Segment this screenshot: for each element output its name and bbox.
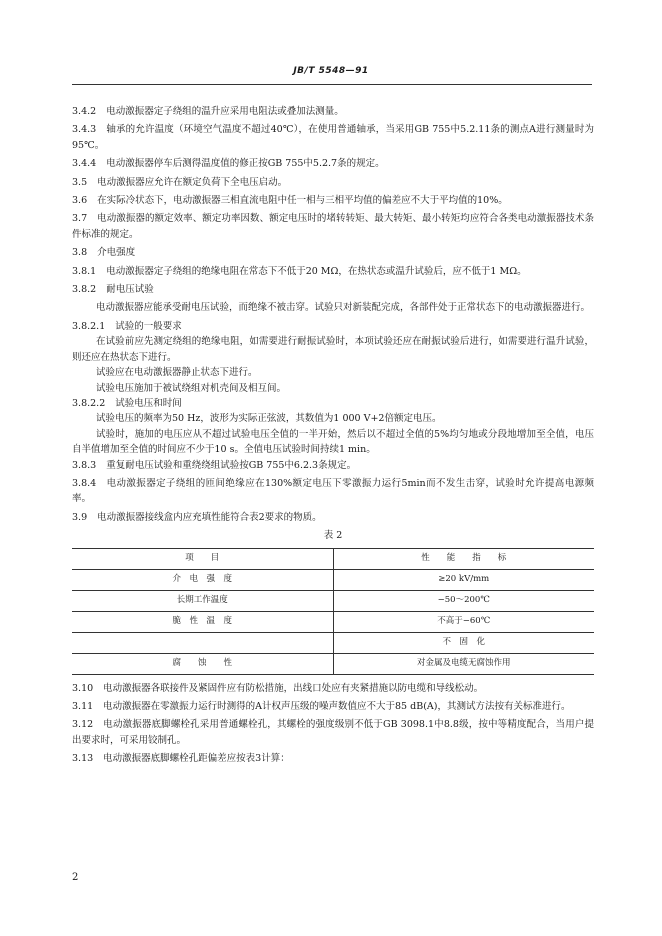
clause (72, 681, 594, 696)
header-rule (72, 84, 592, 85)
clause-3822-title (72, 396, 594, 411)
properties-table (72, 548, 594, 675)
document-header: JB/T 5548—91 (293, 66, 369, 76)
table-header-row (72, 548, 594, 569)
page-number: 2 (72, 872, 79, 883)
table-row (72, 611, 594, 632)
clause-number: 3.8.1 (72, 265, 97, 277)
table-row (72, 632, 594, 653)
clause-number: 3.8.2.1 (72, 320, 106, 332)
clause-3821-body (72, 334, 594, 396)
clause-text: 电动激振器定子绕组的温升应采用电阻法或叠加法测量。 (106, 106, 344, 117)
clause (72, 193, 594, 208)
clause-number: 3.4.3 (72, 124, 97, 136)
table-cell: 不高于−60℃ (333, 611, 594, 632)
table-cell: 对金属及电缆无腐蚀作用 (333, 653, 594, 674)
clause-number: 3.12 (72, 719, 94, 731)
clause-text: 电动激振器接线盒内应充填性能符合表2要求的物质。 (97, 511, 322, 523)
clause-text: 电动激振器定子绕组的匝间绝缘应在130%额定电压下零激振力运行5min而不发生击穿，试验时允许提高电源频率。 (72, 477, 594, 505)
clause-text: 电动激振器定子绕组的绝缘电阻在常态下不低于20 MΩ，在热状态或温升试验后，应不低于1 MΩ。 (106, 265, 527, 277)
clause-text: 轴承的允许温度（环境空气温度不超过40℃），在使用普通轴承，当采用GB 755中5.2.11条的测点A进行测量时为95℃。 (72, 124, 594, 151)
clause-number: 3.9 (72, 511, 88, 523)
clause-paragraph: 试验电压施加于被试绕组对机壳间及相互间。 (96, 382, 287, 394)
section-mid (72, 458, 594, 526)
clause-number: 3.11 (72, 700, 94, 712)
clause-number: 3.4.4 (72, 158, 97, 170)
clause-text: 重复耐电压试验和重绕绕组试验按GB 755中6.2.3条规定。 (106, 459, 357, 471)
clause-number: 3.8.2 (72, 284, 97, 296)
table-cell: −50～200℃ (333, 590, 594, 611)
clause-text: 介电强度 (97, 247, 136, 259)
table-cell: 不 固 化 (333, 632, 594, 653)
clause-text: 试验电压和时间 (115, 397, 182, 409)
table-row (72, 569, 594, 590)
clause (72, 510, 594, 525)
table-cell (72, 632, 333, 653)
clause (72, 104, 594, 119)
clause-number: 3.5 (72, 176, 88, 188)
clause-number: 3.6 (72, 195, 88, 207)
table-body (72, 569, 594, 674)
clause-number: 3.8.4 (72, 477, 97, 489)
clause-number: 3.8.2.2 (72, 397, 106, 409)
clause (72, 156, 594, 171)
clause-text: 在实际冷状态下，电动激振器三相直流电阻中任一相与三相平均值的偏差应不大于平均值的10%。 (97, 195, 508, 207)
clause-3822-body (72, 411, 594, 457)
clause-text: 电动激振器各联接件及紧固件应有防松措施，出线口处应有夹紧措施以防电缆和导线松动。 (103, 682, 484, 694)
section-bottom (72, 681, 594, 767)
clause-text: 电动激振器底脚螺栓孔采用普通螺栓孔，其螺栓的强度级别不低于GB 3098.1中8.8级，按中等精度配合，当用户提出要求时，可采用铰制孔。 (72, 719, 594, 746)
clause-text: 电动激振器的额定效率、额定功率因数、额定电压时的堵转转矩、最大转矩、最小转矩均应符合各类电动激振器技术条件标准的规定。 (72, 213, 594, 240)
clause (72, 751, 594, 766)
clause-number: 3.13 (72, 753, 94, 765)
clause-paragraph: 试验电压的频率为50 Hz，波形为实际正弦波，其数值为1 000 V+2倍额定电压。 (96, 413, 442, 425)
section-top (72, 104, 594, 297)
clause (72, 699, 594, 714)
clause-paragraph: 试验时，施加的电压应从不超过试验电压全值的一半开始，然后以不超过全值的5%均匀地或分段地增加至全值，电压自半值增加至全值的时间应不少于10 s。全值电压试验时间持续1 min。 (72, 428, 594, 456)
clause (72, 717, 594, 748)
clause (72, 282, 594, 297)
clause (72, 175, 594, 190)
clause-text: 电动激振器应允许在额定负荷下全电压启动。 (97, 176, 288, 188)
clause (72, 122, 594, 153)
clause-382-body: 电动激振器应能承受耐电压试验，而绝缘不被击穿。试验只对新装配完成，各部件处于正常状态下的电动激振器进行。 (96, 302, 591, 314)
clause (72, 264, 594, 279)
table-header-cell: 性 能 指 标 (333, 548, 594, 569)
clause-text: 电动激振器停车后测得温度值的修正按GB 755中5.2.7条的规定。 (106, 158, 385, 170)
table-cell: 脆 性 温 度 (72, 611, 333, 632)
document-body (72, 104, 594, 770)
clause (72, 211, 594, 242)
clause-text: 耐电压试验 (106, 284, 154, 296)
clause-number: 3.10 (72, 682, 94, 694)
clause (72, 476, 594, 507)
table-cell: 长期工作温度 (72, 590, 333, 611)
clause-paragraph: 试验应在电动激振器静止状态下进行。 (96, 367, 258, 379)
table-caption: 表 2 (323, 530, 343, 542)
clause-text: 电动激振器底脚螺栓孔距偏差应按表3计算： (103, 753, 290, 765)
clause-text: 电动激振器在零激振力运行时测得的A计权声压级的噪声数值应不大于85 dB(A)，其测试方法按有关标准进行。 (103, 700, 571, 712)
table-row (72, 590, 594, 611)
clause (72, 458, 594, 473)
clause (72, 245, 594, 260)
table-row (72, 653, 594, 674)
table-cell: 介 电 强 度 (72, 569, 333, 590)
clause-text: 试验的一般要求 (115, 320, 182, 332)
clause-3821-title (72, 319, 594, 334)
table-cell: 腐 蚀 性 (72, 653, 333, 674)
clause-number: 3.4.2 (72, 106, 97, 117)
clause-number: 3.8.3 (72, 459, 97, 471)
clause-number: 3.8 (72, 247, 88, 259)
table-header-cell: 项 目 (72, 548, 333, 569)
clause-paragraph: 在试验前应先测定绕组的绝缘电阻，如需要进行耐振试验时，本项试验还应在耐振试验后进行，如需要进行温升试验，则还应在热状态下进行。 (72, 336, 594, 363)
table-cell: ≥20 kV/mm (333, 569, 594, 590)
clause-number: 3.7 (72, 213, 88, 225)
